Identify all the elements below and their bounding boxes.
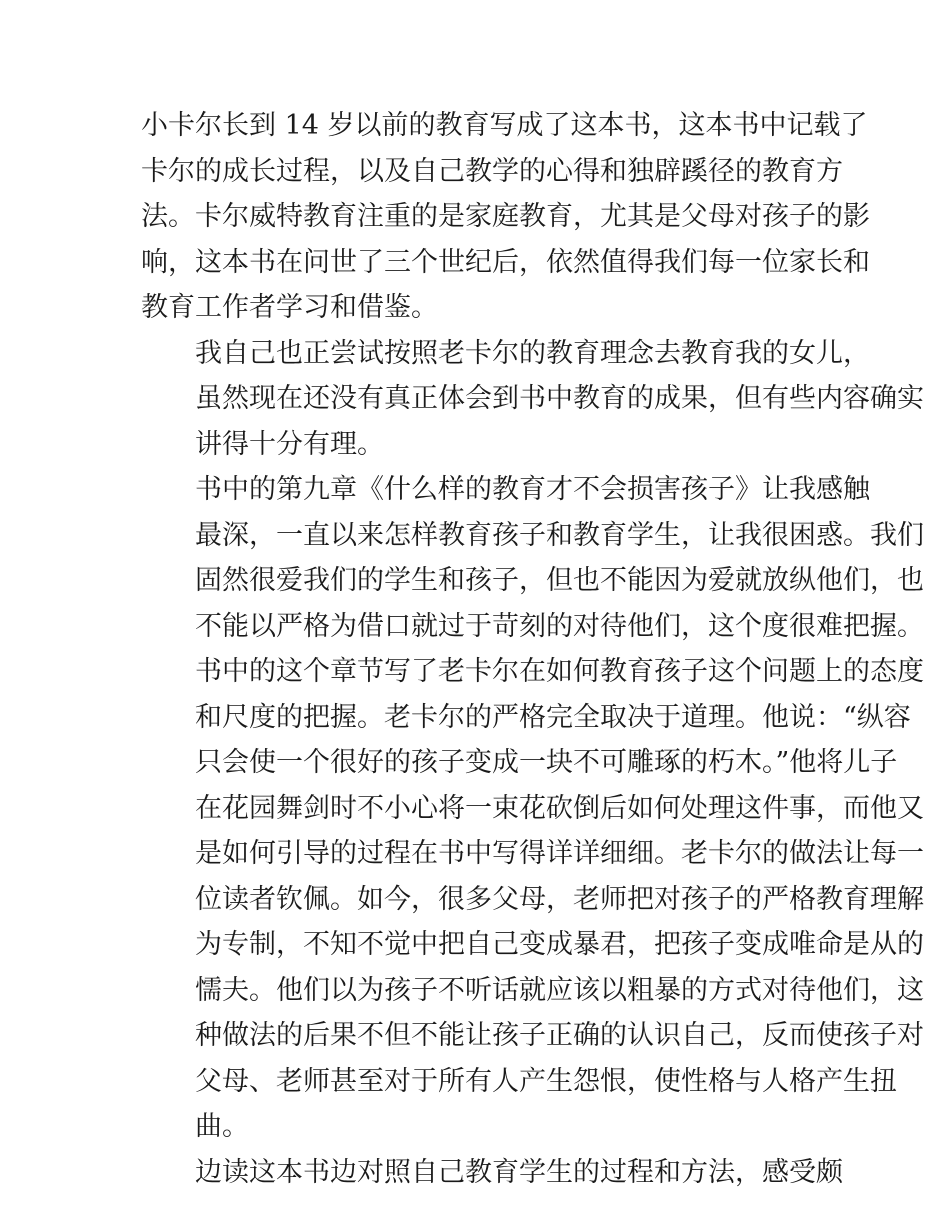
text-line: 父母、老师甚至对于所有人产生怨恨，使性格与人格产生扭 — [195, 1065, 897, 1097]
text-line: 边读这本书边对照自己教育学生的过程和方法，感受颇 — [195, 1156, 843, 1188]
paragraph — [141, 331, 924, 468]
paragraph — [141, 467, 924, 1150]
text-line: 固然很爱我们的学生和孩子，但也不能因为爱就放纵他们，也 — [195, 565, 924, 596]
text-line: 法。卡尔威特教育注重的是家庭教育，尤其是父母对孩子的影 — [141, 201, 870, 232]
text-line: 是如何引导的过程在书中写得详详细细。老卡尔的做法让每一 — [195, 838, 924, 869]
text-line: 种做法的后果不但不能让孩子正确的认识自己，反而使孩子对 — [195, 1020, 924, 1051]
text-line: 讲得十分有理。 — [195, 428, 384, 460]
text-line: 只会使一个很好的孩子变成一块不可雕琢的朽木。”他将儿子 — [195, 747, 898, 778]
text-line: 最深，一直以来怎样教育孩子和教育学生，让我很困惑。我们 — [195, 519, 924, 551]
text-line: 懦夫。他们以为孩子不听话就应该以粗暴的方式对待他们，这 — [195, 974, 924, 1006]
text-line: 书中的第九章《什么样的教育才不会损害孩子》让我感触 — [195, 474, 870, 505]
text-line: 虽然现在还没有真正体会到书中教育的成果，但有些内容确实 — [195, 383, 924, 414]
text-line: 在花园舞剑时不小心将一束花砍倒后如何处理这件事，而他又 — [195, 792, 924, 824]
text-line: 卡尔的成长过程，以及自己教学的心得和独辟蹊径的教育方 — [141, 155, 843, 187]
text-line: 教育工作者学习和借鉴。 — [141, 292, 438, 323]
document-body — [141, 103, 924, 1195]
text-line: 小卡尔长到 14 岁以前的教育写成了这本书，这本书中记载了 — [141, 110, 868, 141]
text-line: 为专制，不知不觉中把自己变成暴君，把孩子变成唯命是从的 — [195, 929, 924, 960]
text-line: 曲。 — [195, 1111, 249, 1142]
text-line: 位读者钦佩。如今，很多父母，老师把对孩子的严格教育理解 — [195, 883, 924, 915]
text-line: 响，这本书在问世了三个世纪后，依然值得我们每一位家长和 — [141, 246, 870, 278]
text-line: 书中的这个章节写了老卡尔在如何教育孩子这个问题上的态度 — [195, 656, 924, 687]
paragraph — [141, 103, 870, 331]
paragraph — [141, 1150, 843, 1196]
text-line: 和尺度的把握。老卡尔的严格完全取决于道理。他说：“纵容 — [195, 701, 911, 733]
text-line: 我自己也正尝试按照老卡尔的教育理念去教育我的女儿， — [195, 337, 870, 369]
text-line: 不能以严格为借口就过于苛刻的对待他们，这个度很难把握。 — [195, 610, 924, 642]
